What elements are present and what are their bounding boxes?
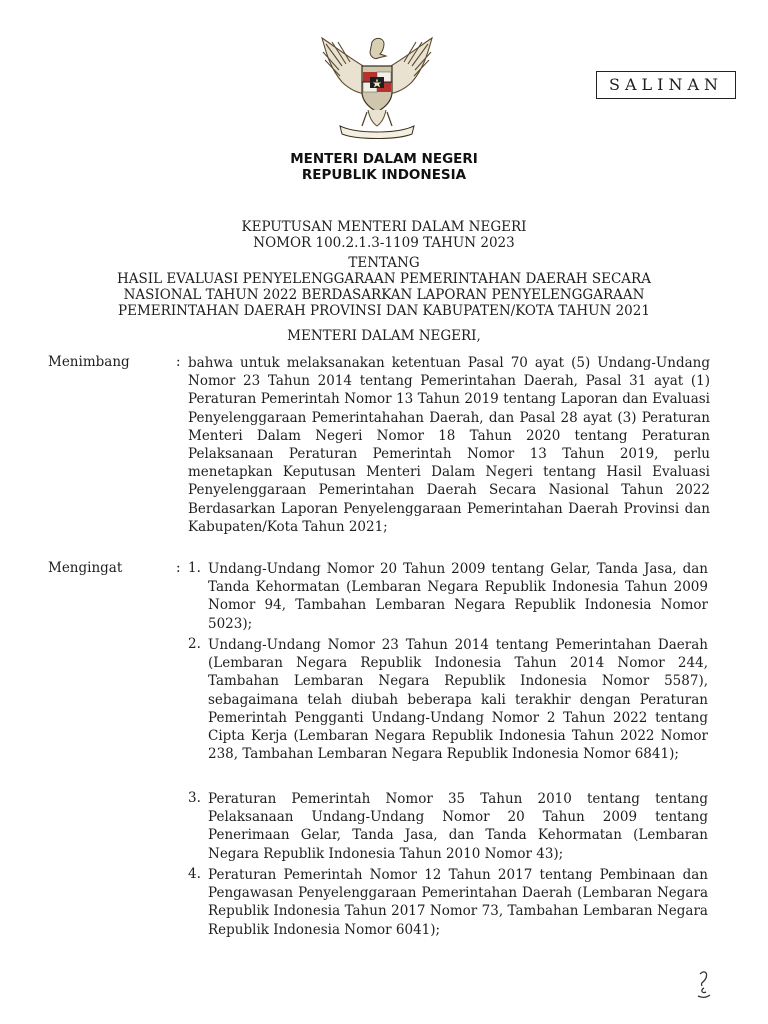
header-line-1: MENTERI DALAM NEGERI [290,151,478,167]
mengingat-item-4-number: 4. [188,866,201,882]
mengingat-item-1-text: Undang-Undang Nomor 20 Tahun 2009 tentang Gelar, Tanda Jasa, dan Tanda Kehormatan (Lembaran Negara Republik Indonesia Tahun 2009 Nomor 94, Tambahan Lembaran Negara Republik Indonesia Nomor 5023); [208,561,708,632]
decree-subject-line-3: PEMERINTAHAN DAERAH PROVINSI DAN KABUPATEN/KOTA TAHUN 2021 [118,303,650,319]
mengingat-item-1-number: 1. [188,560,201,576]
paraf-initial-icon [694,968,714,1004]
mengingat-item-3-number: 3. [188,790,201,806]
mengingat-colon: : [176,560,181,576]
mengingat-item-4-text: Peraturan Pemerintah Nomor 12 Tahun 2017 tentang Pembinaan dan Pengawasan Penyelenggaraan Pemerintahan Daerah (Lembaran Negara Republik Indonesia Tahun 2017 Nomor 73, Tambahan Lembaran Negara Republik Indonesia Nomor 6041); [208,867,708,938]
menimbang-label: Menimbang [48,354,130,370]
header-line-2: REPUBLIK INDONESIA [301,167,467,183]
garuda-emblem-icon [312,30,442,142]
mengingat-item-3-text: Peraturan Pemerintah Nomor 35 Tahun 2010 tentang tentang Pelaksanaan Undang-Undang Nomor 20 Tahun 2009 tentang Penerimaan Gelar, Tanda Jasa, dan Tanda Kehormatan (Lembaran Negara Republik Indonesia Tahun 2010 Nomor 43); [208,791,708,862]
mengingat-item-2-number: 2. [188,636,201,652]
menimbang-colon: : [176,354,181,370]
decree-subject-line-2: NASIONAL TAHUN 2022 BERDASARKAN LAPORAN PENYELENGGARAAN [123,287,645,303]
decree-subject-line-1: HASIL EVALUASI PENYELENGGARAAN PEMERINTAHAN DAERAH SECARA [117,271,651,287]
decree-title: KEPUTUSAN MENTERI DALAM NEGERI [241,219,527,235]
salinan-stamp: SALINAN [596,71,736,99]
mengingat-item-2-text: Undang-Undang Nomor 23 Tahun 2014 tentang Pemerintahan Daerah (Lembaran Negara Republik Indonesia Tahun 2014 Nomor 244, Tambahan Lembaran Negara Republik Indonesia Nomor 5587), sebagaimana telah diubah beberapa kali terakhir dengan Peraturan Pemerintah Pengganti Undang-Undang Nomor 2 Tahun 2022 tentang Cipta Kerja (Lembaran Negara Republik Indonesia Tahun 2022 Nomor 238, Tambahan Lembaran Negara Republik Indonesia Nomor 6841); [208,637,708,763]
menimbang-text: bahwa untuk melaksanakan ketentuan Pasal 70 ayat (5) Undang-Undang Nomor 23 Tahun 2014 tentang Pemerintahan Daerah, Pasal 31 ayat (1) Peraturan Pemerintah Nomor 13 Tahun 2019 tentang Laporan dan Evaluasi Penyelenggaraan Pemerintahahan Daerah, dan Pasal 28 ayat (3) Peraturan Menteri Dalam Negeri Nomor 18 Tahun 2020 tentang Peraturan Pelaksanaan Peraturan Pemerintah Nomor 13 Tahun 2019, perlu menetapkan Keputusan Menteri Dalam Negeri tentang Hasil Evaluasi Penyelenggaraan Pemerintahan Daerah Secara Nasional Tahun 2022 Berdasarkan Laporan Penyelenggaraan Pemerintahan Daerah Provinsi dan Kabupaten/Kota Tahun 2021; [188,355,710,535]
decree-about: TENTANG [348,255,420,271]
mengingat-label: Mengingat [48,560,123,576]
decree-issuer: MENTERI DALAM NEGERI, [287,328,481,344]
decree-number: NOMOR 100.2.1.3-1109 TAHUN 2023 [253,235,515,251]
